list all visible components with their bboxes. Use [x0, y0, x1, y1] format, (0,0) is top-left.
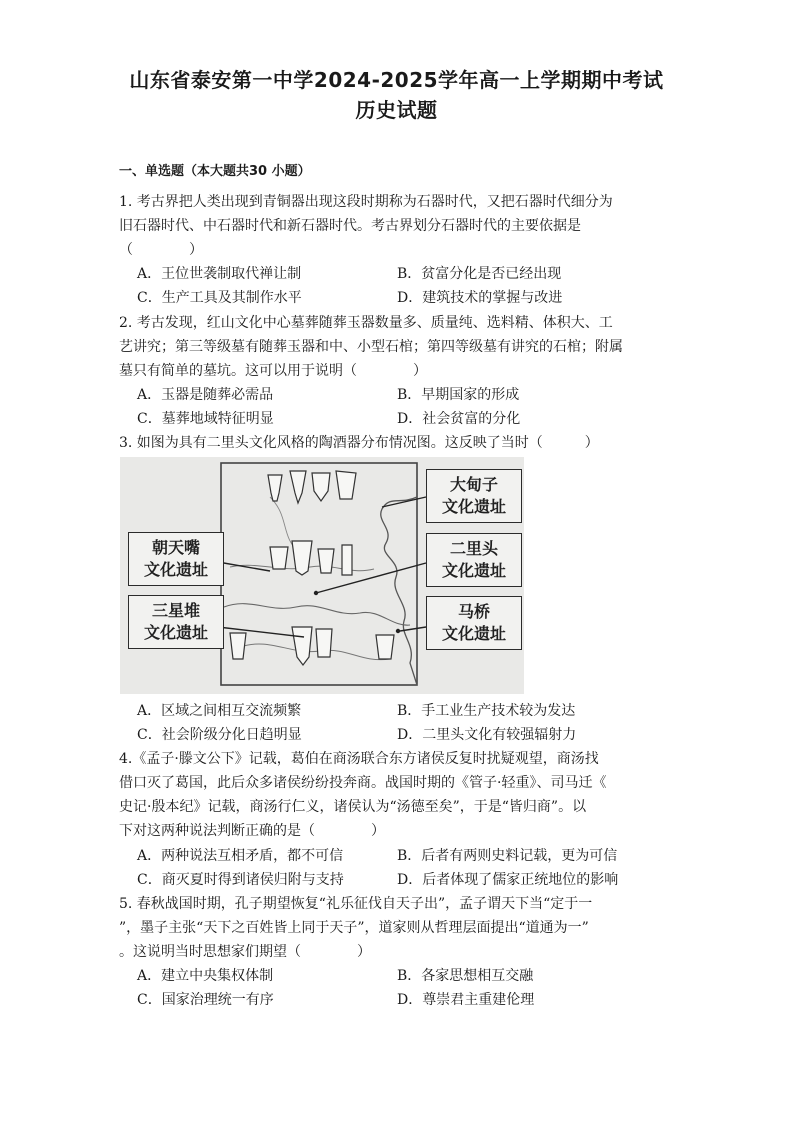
q2-text-line: 墓只有简单的墓坑。这可以用于说明（ ）	[119, 363, 427, 379]
q2-text-line: 2. 考古发现，红山文化中心墓葬随葬玉器数量多、质量纯、选料精、体积大、工	[119, 315, 613, 331]
exam-subject: 历史试题	[355, 98, 438, 122]
q2-option-a: A．玉器是随葬必需品	[137, 387, 274, 403]
q5-text-line: ”，墨子主张“天下之百姓皆上同于天子”，道家则从哲理层面提出“道通为一”	[119, 920, 589, 936]
q4-text-line: 借口灭了葛国，此后众多诸侯纷纷投奔商。战国时期的《管子·轻重》、司马迁《	[119, 775, 607, 791]
q4-option-b: B．后者有两则史料记载，更为可信	[397, 848, 618, 864]
exam-title: 山东省泰安第一中学2024-2025学年高一上学期期中考试	[129, 68, 664, 92]
q2-option-c: C．墓葬地域特征明显	[137, 411, 274, 427]
q3-option-c: C．社会阶级分化日趋明显	[137, 727, 302, 743]
q1-option-c: C．生产工具及其制作水平	[137, 290, 302, 306]
q4-option-d: D．后者体现了儒家正统地位的影响	[397, 872, 619, 888]
site-label-dadianzi: 大甸子 文化遗址	[426, 469, 522, 523]
q1-text-line: 旧石器时代、中石器时代和新石器时代。考古界划分石器时代的主要依据是	[119, 218, 581, 234]
q2-text-line: 艺讲究；第三等级墓有随葬玉器和中、小型石棺；第四等级墓有讲究的石棺；附属	[119, 339, 623, 355]
site-label-sanxingdui: 三星堆 文化遗址	[128, 595, 224, 649]
q4-option-a: A．两种说法互相矛盾，都不可信	[137, 848, 344, 864]
q5-option-d: D．尊崇君主重建伦理	[397, 992, 535, 1008]
q4-option-c: C．商灭夏时得到诸侯归附与支持	[137, 872, 344, 888]
q5-text-line: 5. 春秋战国时期，孔子期望恢复“礼乐征伐自天子出”，孟子谓天下当“定于一	[119, 896, 593, 912]
q4-text-line: 下对这两种说法判断正确的是（ ）	[119, 823, 385, 839]
site-label-chaotianzui: 朝天嘴 文化遗址	[128, 532, 224, 586]
q4-text-line: 史记·殷本纪》记载，商汤行仁义，诸侯认为“汤德至矣”，于是“皆归商”。以	[119, 799, 587, 815]
q3-option-b: B．手工业生产技术较为发达	[397, 703, 576, 719]
site-label-erlitou: 二里头 文化遗址	[426, 533, 522, 587]
q1-option-a: A．王位世袭制取代禅让制	[137, 266, 302, 282]
q3-text-line: 3. 如图为具有二里头文化风格的陶酒器分布情况图。这反映了当时（ ）	[119, 435, 599, 451]
q1-text-line: （ ）	[119, 242, 203, 258]
wine-vessel-distribution-map	[120, 457, 524, 694]
q5-text-line: 。这说明当时思想家们期望（ ）	[119, 944, 371, 960]
q3-option-d: D．二里头文化有较强辐射力	[397, 727, 577, 743]
q1-option-d: D．建筑技术的掌握与改进	[397, 290, 563, 306]
q3-option-a: A．区域之间相互交流频繁	[137, 703, 302, 719]
q1-option-b: B．贫富分化是否已经出现	[397, 266, 562, 282]
q5-option-c: C．国家治理统一有序	[137, 992, 274, 1008]
q2-option-b: B．早期国家的形成	[397, 387, 520, 403]
q5-option-b: B．各家思想相互交融	[397, 968, 534, 984]
site-label-maqiao: 马桥 文化遗址	[426, 596, 522, 650]
q2-option-d: D．社会贫富的分化	[397, 411, 521, 427]
q4-text-line: 4.《孟子·滕文公下》记载，葛伯在商汤联合东方诸侯反复时扰疑观望，商汤找	[119, 751, 599, 767]
q1-text-line: 1. 考古界把人类出现到青铜器出现这段时期称为石器时代，又把石器时代细分为	[119, 194, 613, 210]
q5-option-a: A．建立中央集权体制	[137, 968, 274, 984]
section-heading: 一、单选题（本大题共30 小题）	[119, 164, 311, 179]
